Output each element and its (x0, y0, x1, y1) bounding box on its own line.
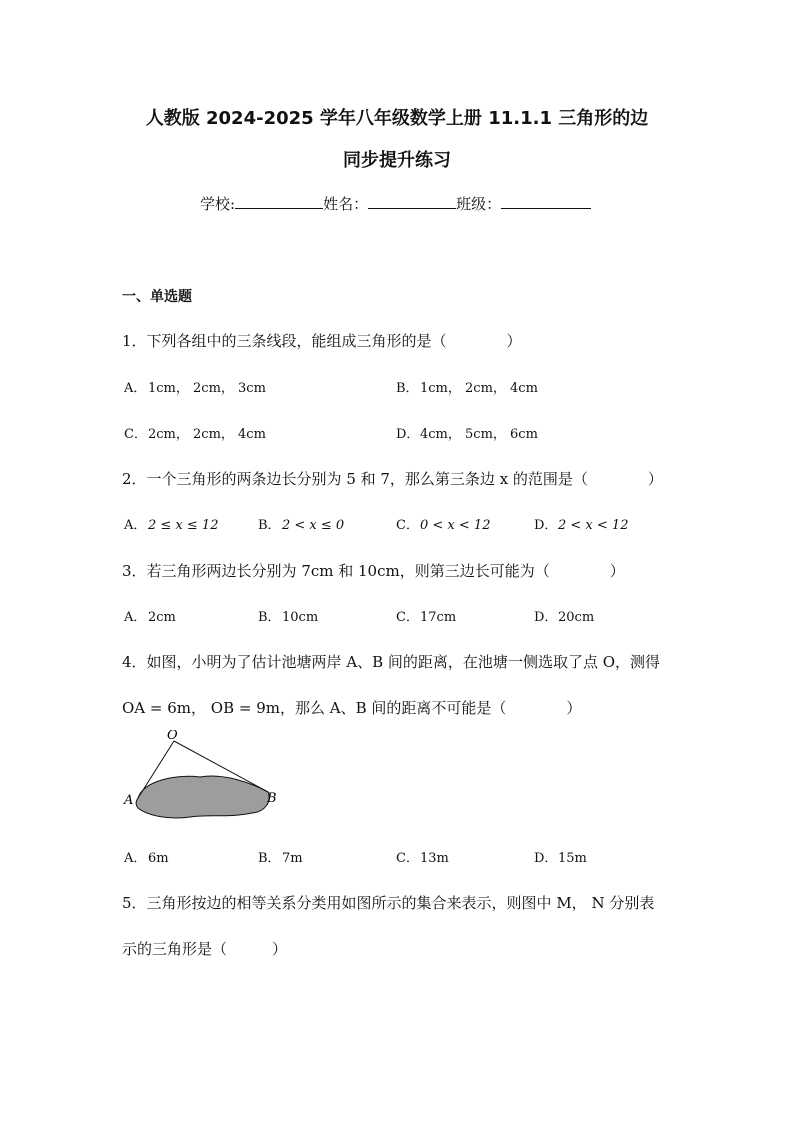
question-4-option-d: D．15m (534, 851, 587, 866)
name-label: 姓名： (323, 195, 369, 213)
question-3-text: 3．若三角形两边长分别为 7cm 和 10cm，则第三边长可能为（ ） (122, 562, 625, 580)
student-info-line (200, 192, 591, 214)
class-blank[interactable] (501, 192, 591, 209)
question-3-option-c: C．17cm (396, 610, 457, 625)
question-1-option-a: A． 1cm， 2cm， 3cm (124, 381, 266, 396)
question-1-option-d: D．4cm， 5cm， 6cm (396, 427, 538, 442)
question-1-text: 1．下列各组中的三条线段，能组成三角形的是（ ） (122, 332, 522, 350)
class-label: 班级： (456, 195, 502, 213)
question-4-option-a: A． 6m (124, 851, 169, 866)
page-subtitle: 同步提升练习 (343, 150, 451, 171)
question-2-option-a: A． 2 ≤ x ≤ 12 (124, 518, 219, 533)
question-4-text-line1: 4．如图，小明为了估计池塘两岸 A、B 间的距离，在池塘一侧选取了点 O，测得 (122, 653, 661, 671)
question-4-text-line2: OA = 6m， OB = 9m，那么 A、B 间的距离不可能是（ ） (122, 699, 582, 717)
question-1-option-b: B．1cm， 2cm， 4cm (396, 381, 538, 396)
question-3-option-b: B．10cm (258, 610, 319, 625)
question-3-option-a: A． 2cm (124, 610, 176, 625)
question-3-option-d: D．20cm (534, 610, 595, 625)
question-5-text-line2: 示的三角形是（ ） (122, 940, 288, 958)
label-b: B (267, 791, 277, 806)
section-heading: 一、单选题 (122, 289, 192, 305)
question-4-option-b: B．7m (258, 851, 303, 866)
question-2-text: 2．一个三角形的两条边长分别为 5 和 7，那么第三条边 x 的范围是（ ） (122, 470, 663, 488)
question-1-option-c: C．2cm， 2cm， 4cm (124, 427, 266, 442)
school-blank[interactable] (235, 192, 323, 209)
label-o: O (167, 730, 178, 743)
page-title: 人教版 2024-2025 学年八年级数学上册 11.1.1 三角形的边 (145, 108, 649, 129)
name-blank[interactable] (368, 192, 456, 209)
pond-figure (118, 730, 288, 830)
question-2-option-d: D．2 < x < 12 (534, 518, 629, 533)
school-label: 学校: (200, 195, 236, 213)
question-2-option-c: C．0 < x < 12 (396, 518, 491, 533)
question-5-text-line1: 5．三角形按边的相等关系分类用如图所示的集合来表示，则图中 M， N 分别表 (122, 894, 655, 912)
question-4-option-c: C．13m (396, 851, 449, 866)
question-2-option-b: B．2 < x ≤ 0 (258, 518, 345, 533)
label-a: A (124, 793, 134, 808)
